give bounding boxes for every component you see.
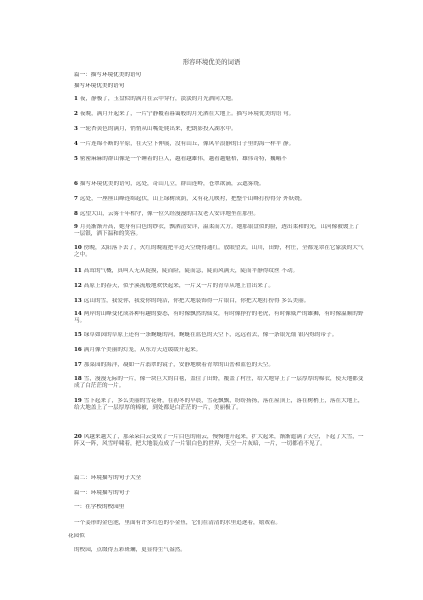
list-item: 18 雪，漫漫无际的一片，像一块巨大的白毯，盖住了田野，覆盖了村庄，给大地穿上了一层厚厚的棉衣，使天地都变成了白茫茫的一片。 <box>74 376 364 389</box>
paragraph: 一个姜形的金色池，里面有许多红色的小金鱼，它们在清清的水里追逐着，嬉戏着。 <box>74 520 281 526</box>
list-item: 11 高耸的气概，真叫人无从捉摸，陡而险，陡而急，陡而风满天，陡而平静得纹丝 不动。 <box>74 268 299 274</box>
list-item: 17 那菜园的海洋，凝如一片翡翠的镜子，安静地映着青翠的山峦和蓝色的天空。 <box>74 362 274 368</box>
list-item: 8 远望大山，云雾千年相守，像一位久经漫漫的白发老人安详地坐在那里。 <box>74 211 259 217</box>
list-item: 20 风越来越大了，那朵朵白云变成了一片白色的雨云，慢慢地升起来，扩大起来，渐渐遮满了天空，下起了大雪，一阵又一阵，风雪呼啸着，把大地装点成了一片银白色的世界，天空一片灰暗，一片，一切都看不见了。 <box>74 434 364 447</box>
paragraph: 的校园，点缀得五彩斑斓，更显得生气盎然。 <box>74 547 186 553</box>
list-item: 16 满月像个美丽的灯笼，从东方天边缓缓升起来。 <box>74 347 202 353</box>
section-heading-1: 篇一：描写环境优美的语句 <box>74 72 142 78</box>
list-item: 1 夜，静极了，玉盘似的满月在云中穿行，淡淡的月光洒向大地。 <box>74 96 237 102</box>
list-item: 3 一轮杏黄色的满月，悄悄从山嘴处爬出来，把朗影投入湖水中。 <box>74 126 237 132</box>
list-item: 14 两岸的山峰变化成各种有趣的姿态，有时像飘然的仙女，有时像狰狞的老虎，有时像威严的雄狮，有时像温顺的野马。 <box>74 311 364 324</box>
list-item: 10 傍晚，太阳落下去了，火红的晚霞把半边天空烧得通红。放眼望去，山川，田野，村庄，全都笼罩在它象淡的大气之中。 <box>74 245 364 258</box>
list-item: 19 雪下起来了，多么美丽的雪花呀，在初冬的早晨，雪花飘飘，纷纷扬扬，落在屋顶上，落在树梢上，落在大地上，给大地盖上了一层厚厚的棉被，到处都是白茫茫的一片，美丽极了。 <box>74 398 364 411</box>
section-heading-2: 篇二：环境描写的句子大全 <box>74 475 142 481</box>
list-item: 5 密密麻麻的群山像是一个睡着的巨人，越看越雄伟，越看越魁梧，雄伟奇特，巍峨不 <box>74 156 287 162</box>
list-item: 6 描写环境优美的语句，远处，奇山兀立，群山连岭，苍翠欲滴，云遮雾绕。 <box>74 181 265 187</box>
paragraph-label: 花园似 <box>68 533 85 539</box>
subheading-3: 一：在学校的校园里 <box>74 504 125 510</box>
list-item: 15 绿草如茵的草原上还有一条蜿蜒的河，蜿蜒在蓝色的天空下，远远看去，像一条银光灿 银闪烁的带子。 <box>74 332 338 338</box>
list-item: 9 月亮渐渐升高，她身有白色的纱衣，飘洒清安详，温柔而大方。她那银盘似的脸，透出柔和的光，山河像被镀上了一层银，洒下温和的笑容。 <box>74 224 360 237</box>
list-item: 4 一片连绵不断的平原，在天空下伸展，没有山丘，像风平浪静的日子里的海一样平 静。 <box>74 141 295 147</box>
subheading-2: 篇一：环境描写的句子 <box>74 490 130 496</box>
list-item: 7 远处，一座座山峰连绵起伏，山上绿树成荫，又有花儿映衬，把整个山峰打扮得分 外妖娆。 <box>74 196 306 202</box>
document-title: 形容环境优美的词语 <box>182 58 241 66</box>
subheading-1: 描写环境优美的语句 <box>74 83 125 89</box>
list-item: 12 高原上的春天，似乎溪流般地欢快起来，一片又一片的青草从地上冒出来了。 <box>74 283 274 289</box>
list-item: 13 远山的雪，我爱你，我爱你的纯洁，你把大地装饰得一片银白，你把大地打扮得 多么美丽。 <box>74 298 310 304</box>
list-item: 2 夜晚，满月升起来了，一片宁静覆着暮霭般的月光洒在大地上。描写环境优美的语 句。 <box>74 111 295 117</box>
